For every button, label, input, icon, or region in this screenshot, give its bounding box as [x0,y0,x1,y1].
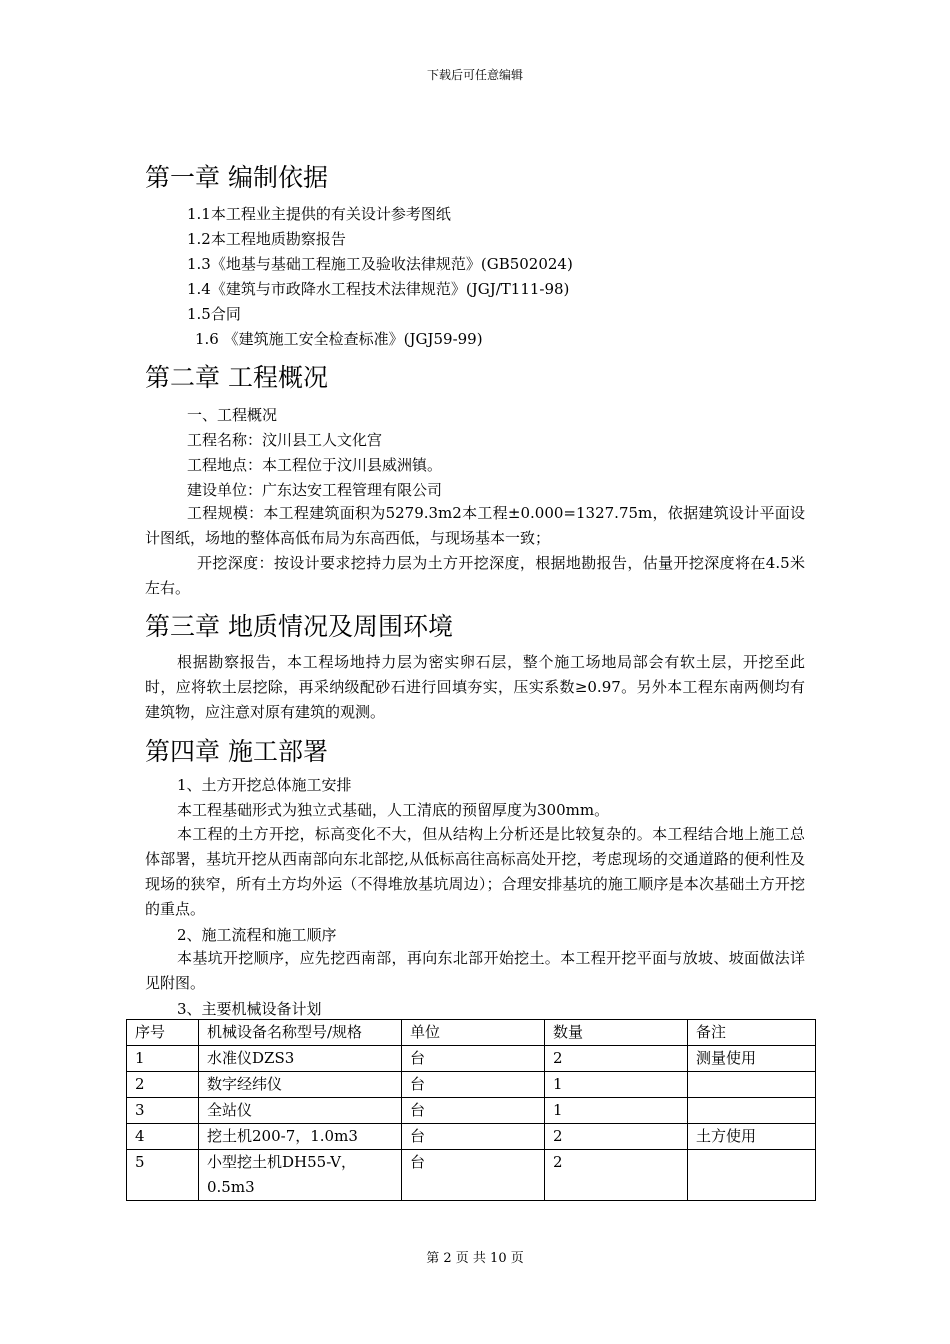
ch1-item-2: 1.2本工程地质勘察报告 [187,230,346,248]
excavation-order-paragraph: 本基坑开挖顺序，应先挖西南部，再向东北部开始挖土。本工程开挖平面与放坡、坡面做法详见附图。 [145,949,805,992]
table-cell: 全站仪 [199,1098,402,1124]
page-header: 下载后可任意编辑 [426,68,523,82]
project-location: 工程地点：本工程位于汶川县威洲镇。 [187,456,443,474]
table-cell: 水准仪DZS3 [199,1046,402,1072]
excavation-plan-paragraph: 本工程的土方开挖，标高变化不大，但从结构上分析还是比较复杂的。本工程结合地上施工总体部署，基坑开挖从西南部向东北部挖,从低标高往高标高处开挖，考虑现场的交通道路的便利性及现场的狭窄，所有土方均外运（不得堆放基坑周边）；合理安排基坑的施工顺序是本次基础土方开挖的重点。 [145,825,805,918]
header-cell: 机械设备名称型号/规格 [199,1020,402,1046]
chapter-2-title: 第二章 工程概况 [145,363,328,392]
section-4-3: 3、主要机械设备计划 [177,1000,322,1018]
table-cell: 1 [545,1072,688,1098]
table-row [127,1098,816,1124]
table-cell: 2 [127,1072,199,1098]
table-cell: 测量使用 [688,1046,816,1072]
table-cell: 1 [545,1098,688,1124]
table-cell: 台 [402,1072,545,1098]
ch1-item-6: 1.6 《建筑施工安全检查标准》(JGJ59-99) [195,330,483,348]
table-cell: 1 [127,1046,199,1072]
excavation-depth: 开挖深度：按设计要求挖持力层为土方开挖深度，根据地勘报告，估量开挖深度将在4.5米左右。 [145,554,805,597]
table-cell [688,1072,816,1098]
ch1-item-5: 1.5合同 [187,305,241,323]
project-scale: 工程规模：本工程建筑面积为5279.3m2本工程±0.000=1327.75m，依据建筑设计平面设计图纸，场地的整体高低布局为东高西低，与现场基本一致； [145,504,805,547]
ch2-subtitle: 一、工程概况 [187,406,278,424]
header-cell: 单位 [402,1020,545,1046]
table-cell: 小型挖土机DH55-V，0.5m3 [199,1150,402,1201]
chapter-1-title: 第一章 编制依据 [145,163,328,192]
table-cell: 台 [402,1150,545,1201]
table-cell: 台 [402,1098,545,1124]
section-4-1: 1、土方开挖总体施工安排 [177,776,352,794]
table-cell: 2 [545,1046,688,1072]
foundation-paragraph: 本工程基础形式为独立式基础，人工清底的预留厚度为300mm。 [177,801,610,819]
table-cell: 5 [127,1150,199,1201]
ch1-item-4: 1.4《建筑与市政降水工程技术法律规范》(JGJ/T111-98) [187,280,570,298]
table-cell: 2 [545,1150,688,1201]
table-cell: 4 [127,1124,199,1150]
section-4-2: 2、施工流程和施工顺序 [177,926,337,944]
ch1-item-3: 1.3《地基与基础工程施工及验收法律规范》(GB502024) [187,255,573,273]
table-cell: 2 [545,1124,688,1150]
ch1-item-1: 1.1本工程业主提供的有关设计参考图纸 [187,205,451,223]
geology-paragraph: 根据勘察报告，本工程场地持力层为密实卵石层，整个施工场地局部会有软土层，开挖至此时，应将软土层挖除，再采纳级配砂石进行回填夯实，压实系数≥0.97。另外本工程东南两侧均有建筑物，应注意对原有建筑的观测。 [145,653,805,721]
table-row [127,1046,816,1072]
chapter-3-title: 第三章 地质情况及周围环境 [145,612,453,641]
table-cell: 挖土机200-7，1.0m3 [199,1124,402,1150]
header-cell: 序号 [127,1020,199,1046]
table-cell: 3 [127,1098,199,1124]
chapter-4-title: 第四章 施工部署 [145,737,328,766]
table-cell: 台 [402,1124,545,1150]
page-footer: 第 2 页 共 10 页 [426,1251,524,1266]
table-row [127,1150,816,1201]
project-name: 工程名称：汶川县工人文化宫 [187,431,383,449]
table-row [127,1124,816,1150]
header-cell: 备注 [688,1020,816,1046]
equipment-table [126,1019,816,1201]
table-cell: 数字经纬仪 [199,1072,402,1098]
table-header-row [127,1020,816,1046]
table-cell: 土方使用 [688,1124,816,1150]
table-cell: 台 [402,1046,545,1072]
header-cell: 数量 [545,1020,688,1046]
table-cell [688,1098,816,1124]
table-cell [688,1150,816,1201]
table-row [127,1072,816,1098]
project-builder: 建设单位：广东达安工程管理有限公司 [187,481,443,499]
